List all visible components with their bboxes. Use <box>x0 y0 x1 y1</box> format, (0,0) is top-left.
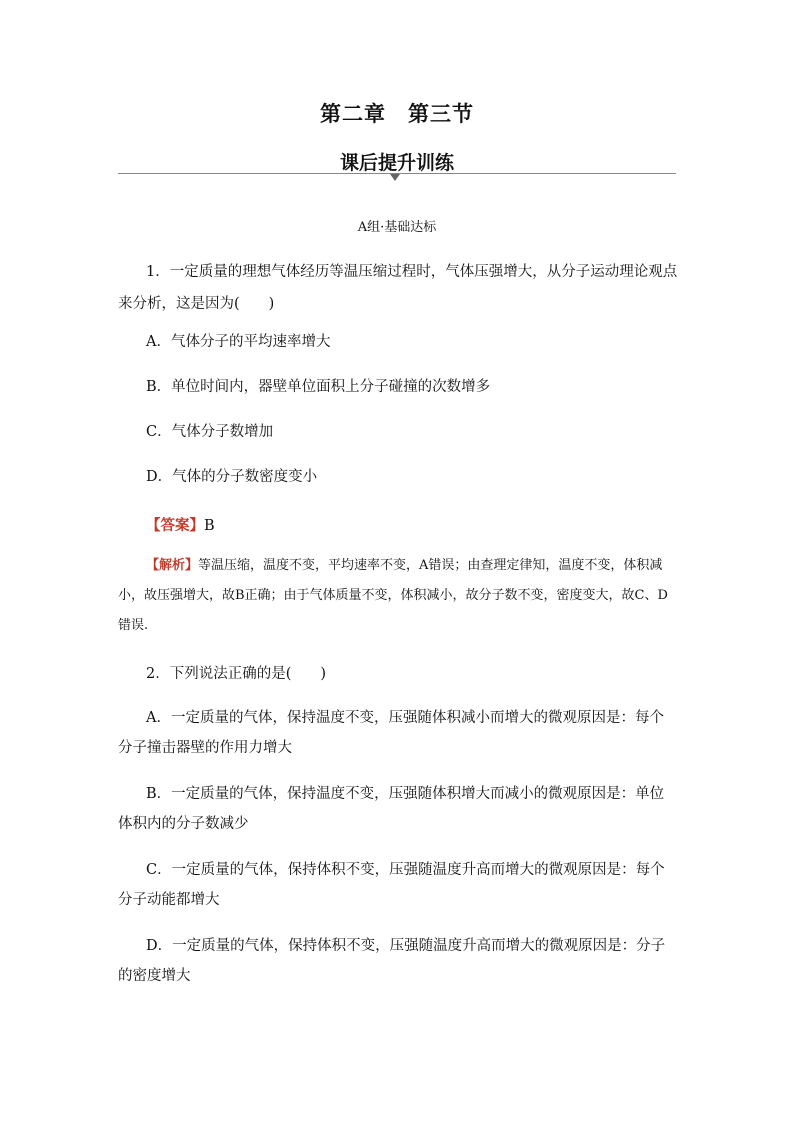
section-subtitle: 课后提升训练 <box>339 152 454 174</box>
question-1-explanation <box>118 551 678 641</box>
group-label: A组·基础达标 <box>357 220 437 235</box>
chapter-title: 第二章 第三节 <box>320 101 474 126</box>
divider-arrow-icon <box>390 174 400 181</box>
question-2-option-c: C．一定质量的气体，保持体积不变，压强随温度升高而增大的微观原因是：每个分子动能都增大 <box>118 862 665 908</box>
question-1-stem: 1．一定质量的理想气体经历等温压缩过程时，气体压强增大，从分子运动理论观点来分析，这是因为( ) <box>118 264 678 312</box>
question-2-option-b: B．一定质量的气体，保持温度不变，压强随体积增大而减小的微观原因是：单位体积内的分子数减少 <box>118 786 665 832</box>
question-1-option-a: A．气体分子的平均速率增大 <box>146 334 331 350</box>
question-2-option-d: D．一定质量的气体，保持体积不变，压强随温度升高而增大的微观原因是：分子的密度增大 <box>118 938 666 984</box>
question-1-option-c: C．气体分子数增加 <box>146 424 274 440</box>
question-1-option-d: D．气体的分子数密度变小 <box>146 469 318 485</box>
question-1-answer <box>146 514 215 535</box>
answer-value: B <box>204 518 215 534</box>
explanation-text: 等温压缩，温度不变，平均速率不变，A错误；由查理定律知，温度不变，体积减小，故压强增大，故B正确；由于气体质量不变，体积减小，故分子数不变，密度变大，故C、D错误. <box>118 558 668 633</box>
question-2-stem: 2．下列说法正确的是( ) <box>146 666 327 682</box>
question-1-option-b: B．单位时间内，器壁单位面积上分子碰撞的次数增多 <box>146 379 491 395</box>
question-2-option-a: A．一定质量的气体，保持温度不变，压强随体积减小而增大的微观原因是：每个分子撞击器壁的作用力增大 <box>118 710 664 756</box>
answer-tag: 【答案】 <box>146 517 204 534</box>
explanation-tag: 【解析】 <box>146 558 199 573</box>
